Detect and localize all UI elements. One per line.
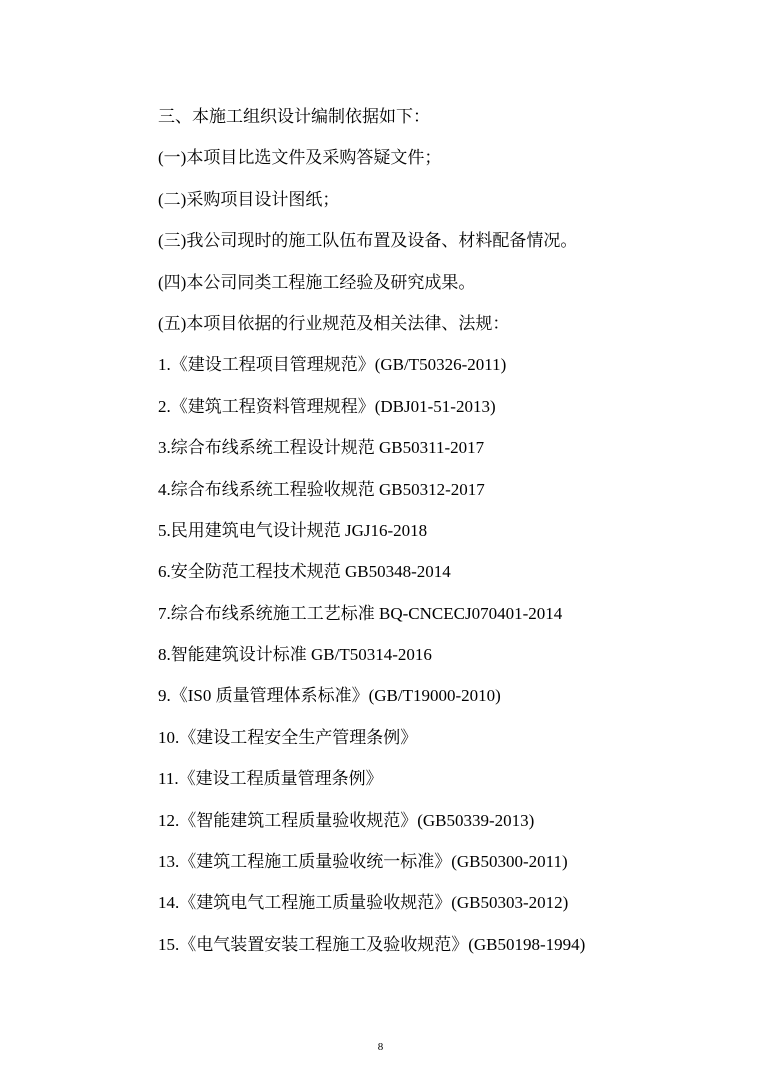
standard-item-14: 14.《建筑电气工程施工质量验收规范》(GB50303-2012) bbox=[158, 893, 569, 913]
standard-item-11: 11.《建设工程质量管理条例》 bbox=[158, 769, 383, 789]
document-body bbox=[158, 96, 718, 965]
section-heading: 三、本施工组织设计编制依据如下： bbox=[158, 107, 430, 126]
standard-item-9: 9.《IS0 质量管理体系标准》(GB/T19000-2010) bbox=[158, 686, 501, 706]
basis-item-4: (四)本公司同类工程施工经验及研究成果。 bbox=[158, 272, 476, 292]
standard-item-5: 5.民用建筑电气设计规范 JGJ16-2018 bbox=[158, 520, 428, 540]
basis-item-3: (三)我公司现时的施工队伍布置及设备、材料配备情况。 bbox=[158, 231, 578, 251]
basis-item-2: (二)采购项目设计图纸； bbox=[158, 189, 340, 209]
page-number: 8 bbox=[377, 1041, 384, 1053]
basis-item-5: (五)本项目依据的行业规范及相关法律、法规： bbox=[158, 313, 510, 333]
basis-item-1: (一)本项目比选文件及采购答疑文件； bbox=[158, 148, 442, 168]
standard-item-2: 2.《建筑工程资料管理规程》(DBJ01-51-2013) bbox=[158, 396, 496, 416]
standard-item-4: 4.综合布线系统工程验收规范 GB50312-2017 bbox=[158, 479, 485, 499]
standard-item-12: 12.《智能建筑工程质量验收规范》(GB50339-2013) bbox=[158, 810, 535, 830]
standard-item-7: 7.综合布线系统施工工艺标准 BQ-CNCECJ070401-2014 bbox=[158, 603, 563, 623]
standard-item-1: 1.《建设工程项目管理规范》(GB/T50326-2011) bbox=[158, 355, 507, 375]
standard-item-8: 8.智能建筑设计标准 GB/T50314-2016 bbox=[158, 645, 432, 665]
standard-item-6: 6.安全防范工程技术规范 GB50348-2014 bbox=[158, 562, 451, 582]
standard-item-3: 3.综合布线系统工程设计规范 GB50311-2017 bbox=[158, 438, 485, 458]
standard-item-15: 15.《电气装置安装工程施工及验收规范》(GB50198-1994) bbox=[158, 934, 586, 954]
standard-item-10: 10.《建设工程安全生产管理条例》 bbox=[158, 727, 418, 747]
standard-item-13: 13.《建筑工程施工质量验收统一标准》(GB50300-2011) bbox=[158, 852, 568, 872]
